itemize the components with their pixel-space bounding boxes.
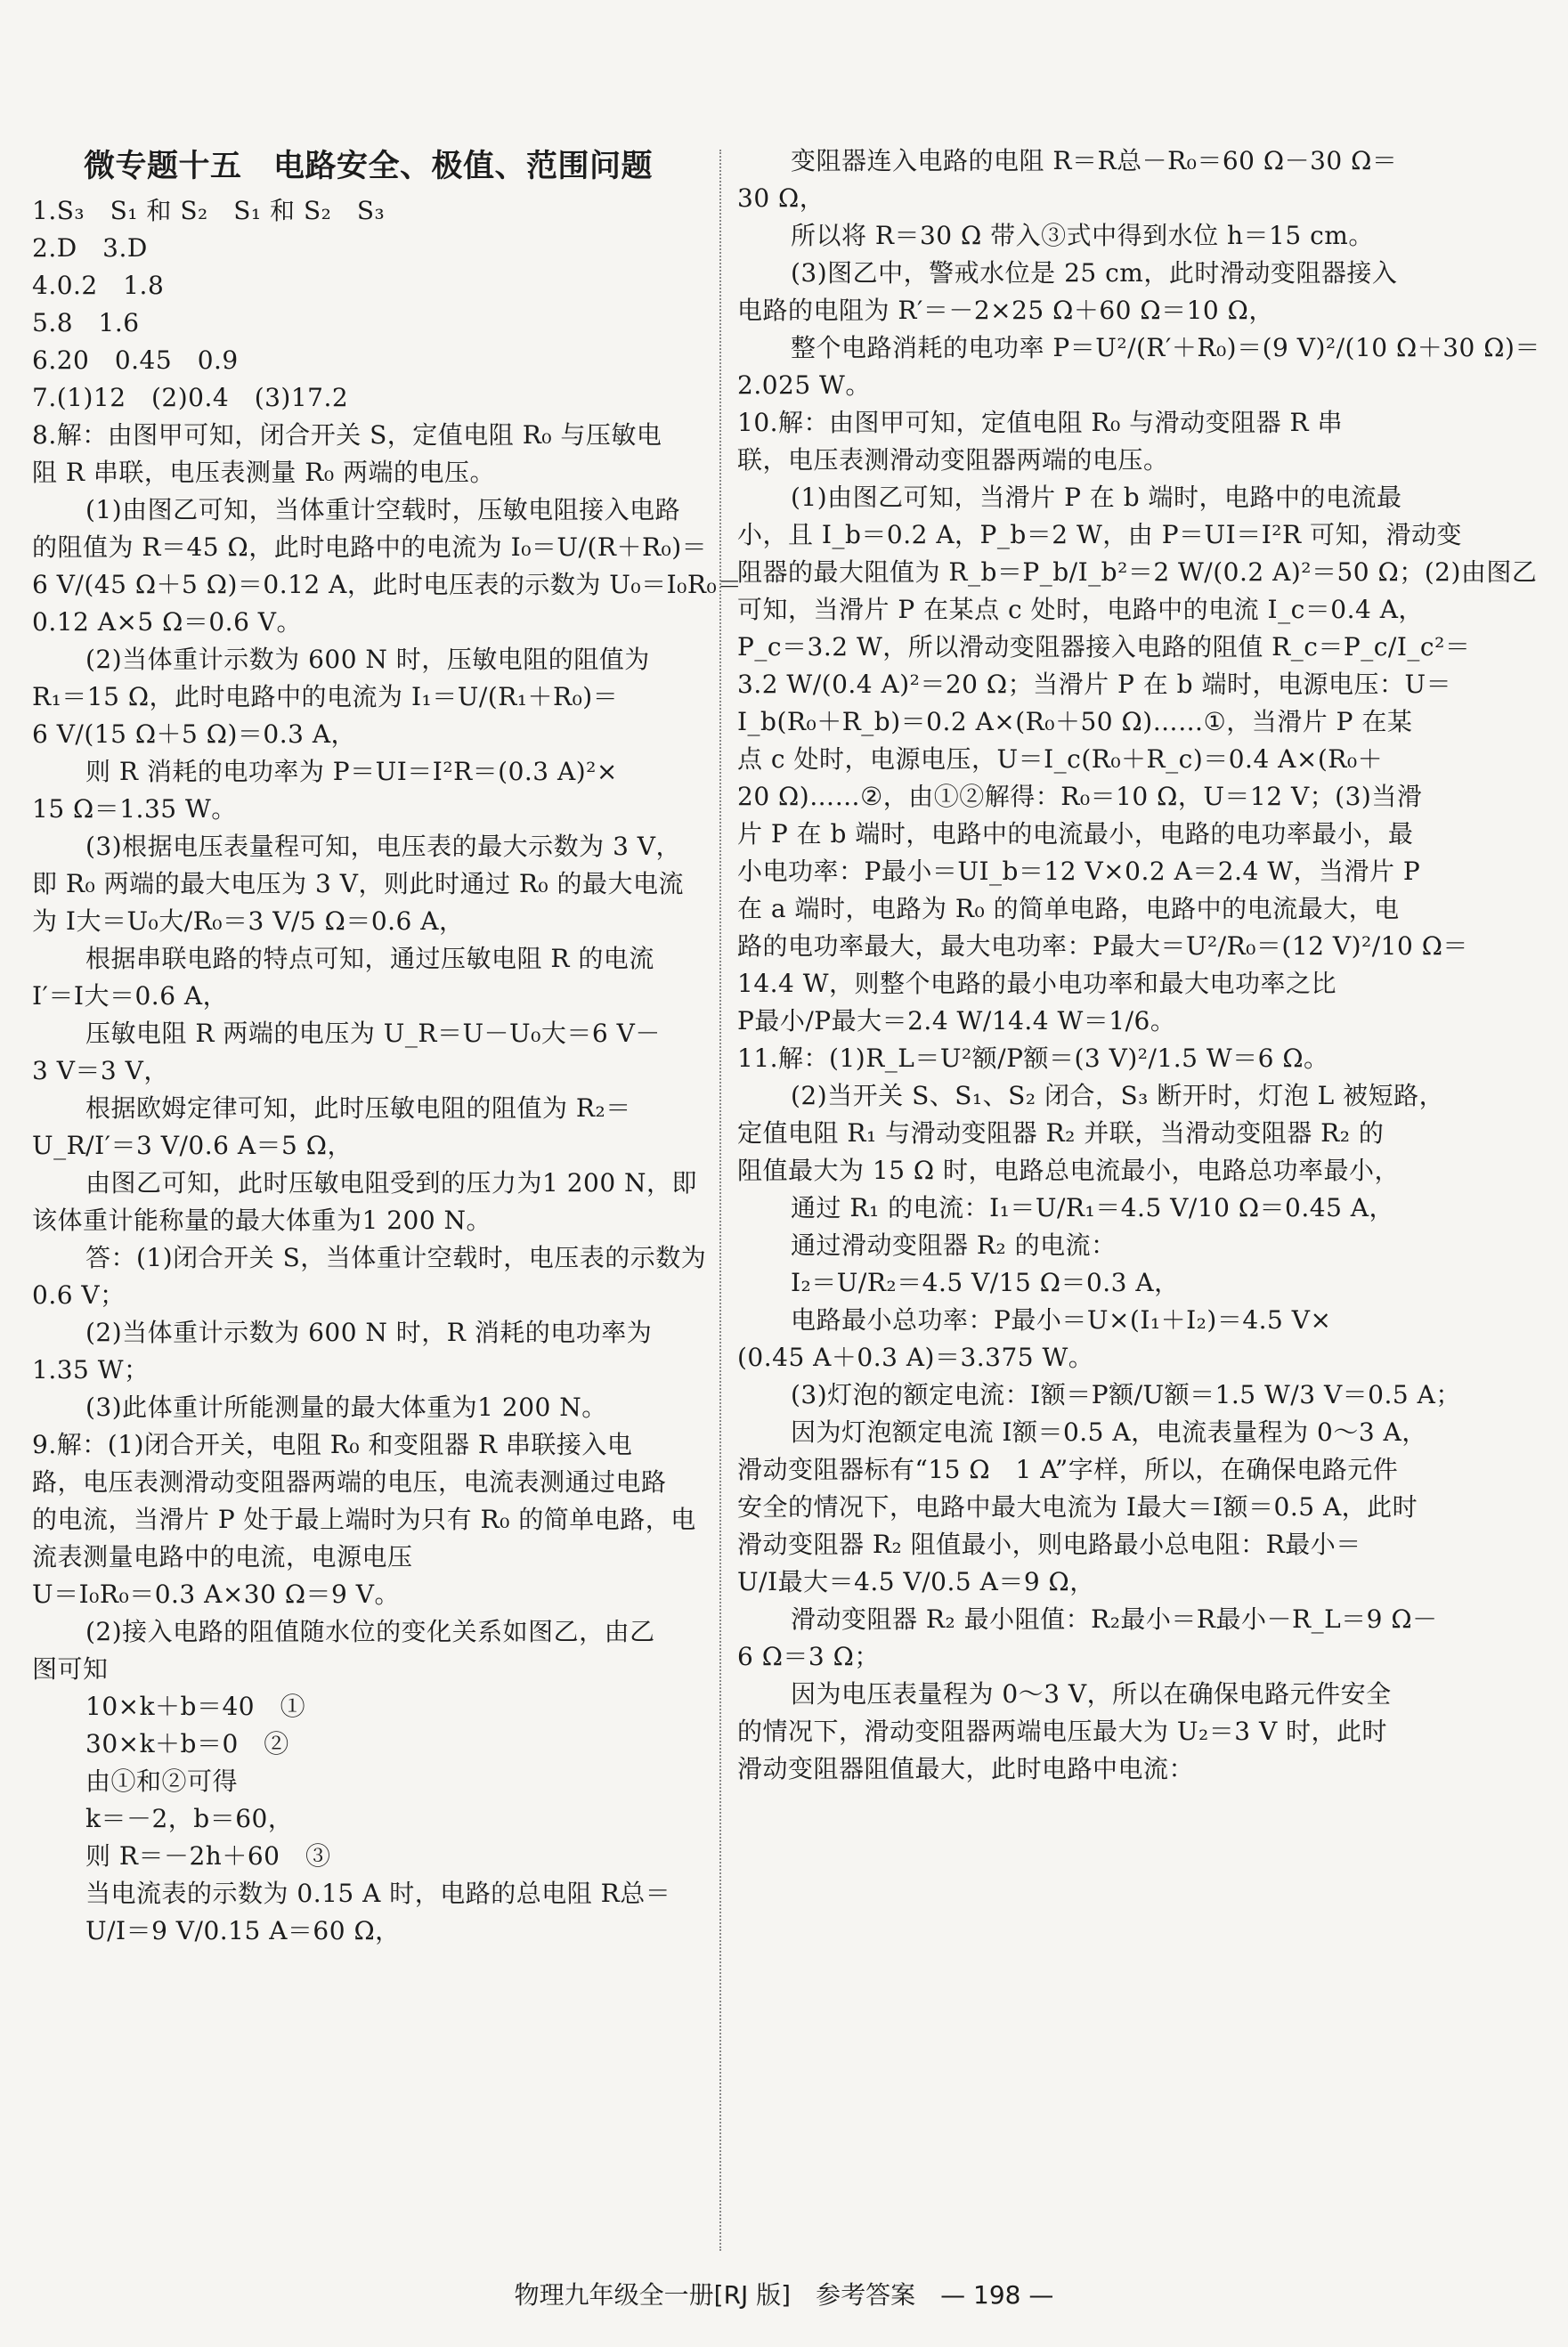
- text-line: 6.20 0.45 0.9: [32, 345, 239, 375]
- text-line: I₂＝U/R₂＝4.5 V/15 Ω＝0.3 A，: [791, 1268, 1180, 1297]
- text-line: 流表测量电路中的电流，电源电压: [32, 1542, 413, 1571]
- text-line: 10×k＋b＝40 ①: [85, 1692, 306, 1721]
- text-line: 通过滑动变阻器 R₂ 的电流：: [791, 1230, 1117, 1260]
- text-line: 小，且 I_b＝0.2 A，P_b＝2 W，由 P＝UI＝I²R 可知，滑动变: [737, 520, 1462, 549]
- text-line: U/I最大＝4.5 V/0.5 A＝9 Ω，: [737, 1567, 1095, 1596]
- page-footer: 物理九年级全一册[RJ 版] 参考答案 — 198 —: [514, 2280, 1054, 2310]
- text-line: 路，电压表测滑动变阻器两端的电压，电流表测通过电路: [32, 1467, 667, 1497]
- text-line: 根据欧姆定律可知，此时压敏电阻的阻值为 R₂＝: [85, 1093, 631, 1123]
- text-line: (3)图乙中，警戒水位是 25 cm，此时滑动变阻器接入: [791, 258, 1398, 288]
- section-title: 微专题十五 电路安全、极值、范围问题: [84, 149, 654, 184]
- text-line: 阻值最大为 15 Ω 时，电路总电流最小，电路总功率最小，: [737, 1156, 1401, 1185]
- text-line: 3 V＝3 V，: [32, 1056, 169, 1085]
- text-line: 0.6 V；: [32, 1280, 126, 1310]
- text-line: 阻器的最大阻值为 R_b＝P_b/I_b²＝2 W/(0.2 A)²＝50 Ω；(2)由图乙: [737, 557, 1538, 587]
- text-line: 滑动变阻器阻值最大，此时电路中电流：: [737, 1754, 1195, 1783]
- text-line: P_c＝3.2 W，所以滑动变阻器接入电路的阻值 R_c＝P_c/I_c²＝: [737, 632, 1471, 662]
- text-line: (1)由图乙可知，当体重计空载时，压敏电阻接入电路: [85, 495, 681, 524]
- text-line: 片 P 在 b 端时，电路中的电流最小，电路的电功率最小，最: [737, 819, 1414, 849]
- text-line: I′＝I大＝0.6 A，: [32, 981, 229, 1011]
- text-line: 路的电功率最大，最大电功率：P最大＝U²/R₀＝(12 V)²/10 Ω＝: [737, 931, 1468, 961]
- text-line: 6 V/(45 Ω＋5 Ω)＝0.12 A，此时电压表的示数为 U₀＝I₀R₀＝: [32, 570, 743, 599]
- text-line: 因为电压表量程为 0～3 V，所以在确保电路元件安全: [791, 1679, 1392, 1709]
- text-line: 则 R＝－2h＋60 ③: [85, 1841, 331, 1871]
- text-line: 由①和②可得: [85, 1766, 239, 1796]
- text-line: 滑动变阻器 R₂ 最小阻值：R₂最小＝R最小－R_L＝9 Ω－: [791, 1604, 1438, 1634]
- text-line: 4.0.2 1.8: [32, 271, 165, 300]
- text-line: 当电流表的示数为 0.15 A 时，电路的总电阻 R总＝: [85, 1879, 671, 1908]
- text-line: 所以将 R＝30 Ω 带入③式中得到水位 h＝15 cm。: [791, 221, 1374, 250]
- text-line: (3)灯泡的额定电流：I额＝P额/U额＝1.5 W/3 V＝0.5 A；: [791, 1380, 1461, 1409]
- text-line: 图可知: [32, 1654, 109, 1684]
- text-line: 30 Ω，: [737, 183, 825, 213]
- text-line: U_R/I′＝3 V/0.6 A＝5 Ω，: [32, 1131, 353, 1160]
- text-line: 由图乙可知，此时压敏电阻受到的压力为1 200 N，即: [85, 1168, 698, 1198]
- text-line: (2)当体重计示数为 600 N 时，R 消耗的电功率为: [85, 1318, 653, 1347]
- text-line: 5.8 1.6: [32, 308, 140, 337]
- text-line: 的电流，当滑片 P 处于最上端时为只有 R₀ 的简单电路，电: [32, 1505, 696, 1534]
- text-line: 10.解：由图甲可知，定值电阻 R₀ 与滑动变阻器 R 串: [737, 408, 1344, 437]
- text-line: 2.D 3.D: [32, 233, 148, 263]
- text-line: 联，电压表测滑动变阻器两端的电压。: [737, 445, 1169, 475]
- text-line: R₁＝15 Ω，此时电路中的电流为 I₁＝U/(R₁＋R₀)＝: [32, 682, 619, 711]
- text-line: 即 R₀ 两端的最大电压为 3 V，则此时通过 R₀ 的最大电流: [32, 869, 685, 898]
- text-line: 整个电路消耗的电功率 P＝U²/(R′＋R₀)＝(9 V)²/(10 Ω＋30 Ω)＝: [791, 333, 1540, 362]
- text-line: (0.45 A＋0.3 A)＝3.375 W。: [737, 1343, 1094, 1372]
- text-line: 的阻值为 R＝45 Ω，此时电路中的电流为 I₀＝U/(R＋R₀)＝: [32, 532, 708, 562]
- text-line: 安全的情况下，电路中最大电流为 I最大＝I额＝0.5 A，此时: [737, 1492, 1418, 1522]
- text-line: (1)由图乙可知，当滑片 P 在 b 端时，电路中的电流最: [791, 483, 1402, 512]
- text-line: 因为灯泡额定电流 I额＝0.5 A，电流表量程为 0～3 A，: [791, 1417, 1427, 1447]
- text-line: 定值电阻 R₁ 与滑动变阻器 R₂ 并联，当滑动变阻器 R₂ 的: [737, 1118, 1385, 1148]
- text-line: 变阻器连入电路的电阻 R＝R总－R₀＝60 Ω－30 Ω＝: [791, 146, 1398, 175]
- text-line: 6 V/(15 Ω＋5 Ω)＝0.3 A，: [32, 719, 357, 749]
- text-line: 2.025 W。: [737, 370, 871, 400]
- text-line: 该体重计能称量的最大体重为1 200 N。: [32, 1206, 492, 1235]
- left-answer-text: [32, 192, 743, 1950]
- text-line: 通过 R₁ 的电流：I₁＝U/R₁＝4.5 V/10 Ω＝0.45 A，: [791, 1193, 1395, 1222]
- text-line: 电路的电阻为 R′＝－2×25 Ω＋60 Ω＝10 Ω，: [737, 296, 1274, 325]
- text-line: 6 Ω＝3 Ω；: [737, 1642, 880, 1671]
- text-line: 则 R 消耗的电功率为 P＝UI＝I²R＝(0.3 A)²×: [85, 757, 618, 786]
- left-column: [32, 142, 743, 1950]
- text-line: 1.S₃ S₁ 和 S₂ S₁ 和 S₂ S₃: [32, 196, 386, 225]
- text-line: 在 a 端时，电路为 R₀ 的简单电路，电路中的电流最大，电: [737, 894, 1400, 923]
- text-line: 滑动变阻器 R₂ 阻值最小，则电路最小总电阻：R最小＝: [737, 1530, 1361, 1559]
- text-line: 15 Ω＝1.35 W。: [32, 794, 237, 824]
- text-line: 9.解：(1)闭合开关，电阻 R₀ 和变阻器 R 串联接入电: [32, 1430, 633, 1459]
- text-line: 14.4 W，则整个电路的最小电功率和最大电功率之比: [737, 969, 1337, 998]
- text-line: 根据串联电路的特点可知，通过压敏电阻 R 的电流: [85, 944, 654, 973]
- text-line: (2)当体重计示数为 600 N 时，压敏电阻的阻值为: [85, 645, 650, 674]
- text-line: 压敏电阻 R 两端的电压为 U_R＝U－U₀大＝6 V－: [85, 1019, 661, 1048]
- text-line: 答：(1)闭合开关 S，当体重计空载时，电压表的示数为: [85, 1243, 707, 1272]
- text-line: U/I＝9 V/0.15 A＝60 Ω，: [85, 1916, 401, 1945]
- right-column: [737, 142, 1540, 1788]
- text-line: 0.12 A×5 Ω＝0.6 V。: [32, 607, 303, 637]
- text-line: 小电功率：P最小＝UI_b＝12 V×0.2 A＝2.4 W，当滑片 P: [737, 857, 1421, 886]
- text-line: (2)当开关 S、S₁、S₂ 闭合，S₃ 断开时，灯泡 L 被短路，: [791, 1081, 1445, 1110]
- text-line: 7.(1)12 (2)0.4 (3)17.2: [32, 383, 349, 412]
- text-line: (3)此体重计所能测量的最大体重为1 200 N。: [85, 1393, 607, 1422]
- text-line: (3)根据电压表量程可知，电压表的最大示数为 3 V，: [85, 832, 682, 861]
- text-line: U＝I₀R₀＝0.3 A×30 Ω＝9 V。: [32, 1580, 400, 1609]
- text-line: 点 c 处时，电源电压，U＝I_c(R₀＋R_c)＝0.4 A×(R₀＋: [737, 744, 1384, 774]
- text-line: 滑动变阻器标有“15 Ω 1 A”字样，所以，在确保电路元件: [737, 1455, 1399, 1484]
- text-line: 11.解：(1)R_L＝U²额/P额＝(3 V)²/1.5 W＝6 Ω。: [737, 1044, 1329, 1073]
- text-line: P最小/P最大＝2.4 W/14.4 W＝1/6。: [737, 1006, 1176, 1035]
- text-line: 为 I大＝U₀大/R₀＝3 V/5 Ω＝0.6 A，: [32, 906, 465, 936]
- text-line: (2)接入电路的阻值随水位的变化关系如图乙，由乙: [85, 1617, 655, 1646]
- text-line: 阻 R 串联，电压表测量 R₀ 两端的电压。: [32, 458, 495, 487]
- text-line: 的情况下，滑动变阻器两端电压最大为 U₂＝3 V 时，此时: [737, 1717, 1388, 1746]
- text-line: I_b(R₀＋R_b)＝0.2 A×(R₀＋50 Ω)……①，当滑片 P 在某: [737, 707, 1413, 736]
- text-line: 3.2 W/(0.4 A)²＝20 Ω；当滑片 P 在 b 端时，电源电压：U＝: [737, 670, 1452, 699]
- column-divider: [719, 150, 721, 2251]
- text-line: 电路最小总功率：P最小＝U×(I₁＋I₂)＝4.5 V×: [791, 1305, 1332, 1335]
- text-line: 可知，当滑片 P 在某点 c 处时，电路中的电流 I_c＝0.4 A，: [737, 595, 1424, 624]
- right-answer-text: [737, 142, 1540, 1788]
- text-line: 8.解：由图甲可知，闭合开关 S，定值电阻 R₀ 与压敏电: [32, 420, 662, 450]
- text-line: 20 Ω)……②，由①②解得：R₀＝10 Ω，U＝12 V；(3)当滑: [737, 782, 1423, 811]
- text-line: 1.35 W；: [32, 1355, 150, 1385]
- text-line: k＝－2，b＝60，: [85, 1804, 294, 1833]
- text-line: 30×k＋b＝0 ②: [85, 1729, 289, 1758]
